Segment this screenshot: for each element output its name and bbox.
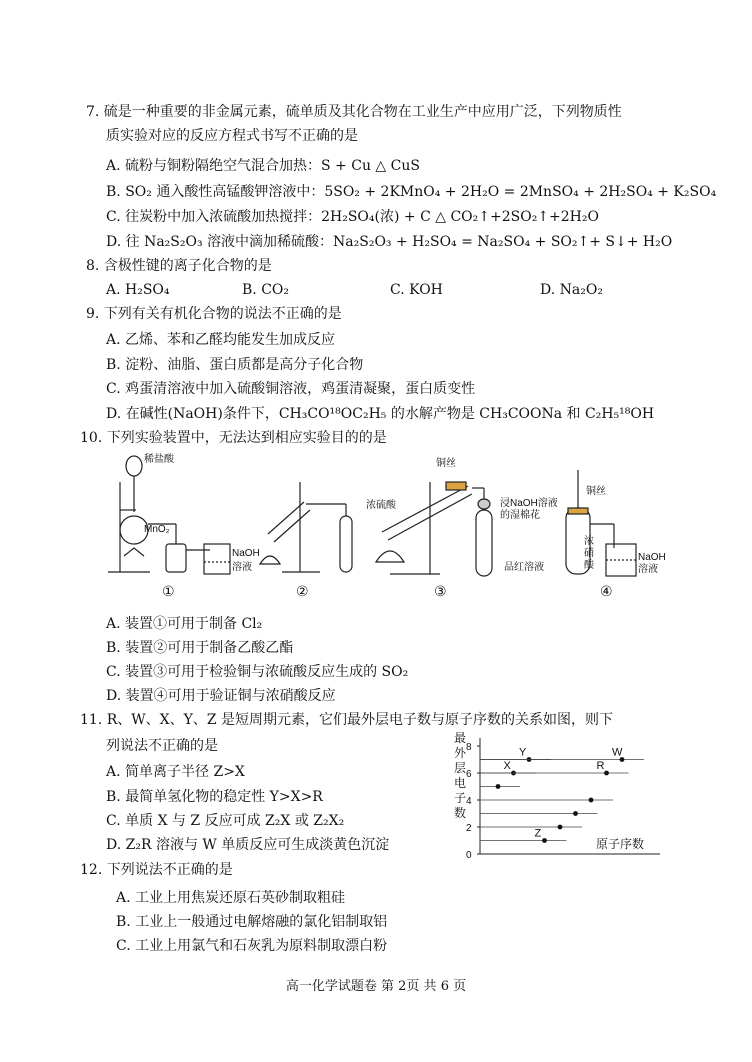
q11-option-c: C. 单质 X 与 Z 反应可成 Z₂X 或 Z₂X₂ xyxy=(106,813,345,829)
q10-option-b: B. 装置②可用于制备乙酸乙酯 xyxy=(106,640,294,656)
data-point xyxy=(604,771,609,776)
q12-stem: 12. 下列说法不正确的是 xyxy=(80,862,233,878)
q12-option-c: C. 工业上用氯气和石灰乳为原料制取漂白粉 xyxy=(116,938,388,954)
data-point xyxy=(496,784,501,789)
q9-option-a: A. 乙烯、苯和乙醛均能发生加成反应 xyxy=(106,332,336,348)
q8-option-c: C. KOH xyxy=(390,282,443,298)
y-tick-label: 4 xyxy=(466,796,472,807)
y-tick-label: 6 xyxy=(466,769,472,780)
data-point xyxy=(589,798,594,803)
q11-option-a: A. 简单离子半径 Z>X xyxy=(106,764,245,780)
ylabel-char: 最 xyxy=(454,731,467,745)
q7-option-d: D. 往 Na₂S₂O₃ 溶液中滴加稀硫酸：Na₂S₂O₃ + H₂SO₄ = Na₂SO₄ + SO₂↑+ S↓+ H₂O xyxy=(106,234,673,250)
fig-label-hno3-c: 酸 xyxy=(584,560,594,571)
fig-label-cotton-1: 浸NaOH溶液 xyxy=(500,498,558,509)
ylabel-char: 层 xyxy=(454,761,467,775)
ylabel-char: 电 xyxy=(454,776,467,790)
fig-label-hcl: 稀盐酸 xyxy=(144,454,174,465)
point-label: Z xyxy=(534,827,542,840)
data-point xyxy=(573,811,578,816)
q10-option-c: C. 装置③可用于检验铜与浓硫酸反应生成的 SO₂ xyxy=(106,664,409,680)
fig-label-naoh4a: NaOH xyxy=(638,552,666,563)
fig-label-cotton-2: 的湿棉花 xyxy=(500,510,540,521)
q7-option-b: B. SO₂ 通入酸性高锰酸钾溶液中：5SO₂ + 2KMnO₄ + 2H₂O = 2MnSO₄ + 2H₂SO₄ + K₂SO₄ xyxy=(106,184,717,200)
q7-option-a: A. 硫粉与铜粉隔绝空气混合加热：S + Cu △ CuS xyxy=(106,158,420,174)
q11-option-b: B. 最简单氢化物的稳定性 Y>X>R xyxy=(106,789,323,805)
q11-stem-line1: 11. R、W、X、Y、Z 是短周期元素，它们最外层电子数与原子序数的关系如图，则下 xyxy=(80,712,614,728)
y-tick-label: 2 xyxy=(466,823,472,834)
q8-stem: 8. 含极性键的离子化合物的是 xyxy=(86,258,272,274)
fig-label-naoh1a: NaOH xyxy=(232,548,260,559)
fig-number-4: ④ xyxy=(600,583,613,599)
q11-scatter-chart xyxy=(448,730,668,862)
q10-option-a: A. 装置①可用于制备 Cl₂ xyxy=(106,616,263,632)
q11-stem-line2: 列说法不正确的是 xyxy=(106,738,218,754)
fig-number-2: ② xyxy=(296,583,309,599)
q12-option-a: A. 工业上用焦炭还原石英砂制取粗硅 xyxy=(116,890,346,906)
q9-option-b: B. 淀粉、油脂、蛋白质都是高分子化合物 xyxy=(106,357,364,373)
q9-stem: 9. 下列有关有机化合物的说法不正确的是 xyxy=(86,306,342,322)
data-point xyxy=(558,825,563,830)
ylabel-char: 数 xyxy=(454,806,467,820)
fig-label-pin-red: 品红溶液 xyxy=(504,562,544,573)
q9-option-d: D. 在碱性(NaOH)条件下，CH₃CO¹⁸OC₂H₅ 的水解产物是 CH₃COONa 和 C₂H₅¹⁸OH xyxy=(106,406,655,422)
q11-option-d: D. Z₂R 溶液与 W 单质反应可生成淡黄色沉淀 xyxy=(106,837,390,853)
ylabel-char: 外 xyxy=(454,746,467,760)
point-label: W xyxy=(612,746,623,759)
point-label: X xyxy=(503,760,511,772)
q8-option-a: A. H₂SO₄ xyxy=(106,282,170,298)
fig-label-naoh4b: 溶液 xyxy=(638,564,658,575)
fig-label-mno2: MnO₂ xyxy=(144,524,170,535)
ylabel-char: 子 xyxy=(454,791,467,805)
data-point xyxy=(542,838,547,843)
q8-option-b: B. CO₂ xyxy=(242,282,289,298)
fig-label-conc-h2so4: 浓硫酸 xyxy=(366,500,396,511)
q7-stem-line1: 7. 硫是一种重要的非金属元素，硫单质及其化合物在工业生产中应用广泛，下列物质性 xyxy=(86,104,622,120)
q7-option-c: C. 往炭粉中加入浓硫酸加热搅拌：2H₂SO₄(浓) + C △ CO₂↑+2SO₂↑+2H₂O xyxy=(106,209,599,225)
point-label: R xyxy=(596,760,605,772)
fig-label-cu-wire-3: 铜丝 xyxy=(436,458,456,469)
q8-option-d: D. Na₂O₂ xyxy=(540,282,603,298)
q12-option-b: B. 工业上一般通过电解熔融的氯化铝制取铝 xyxy=(116,914,388,930)
q10-option-d: D. 装置④可用于验证铜与浓硝酸反应 xyxy=(106,688,336,704)
y-tick-label: 8 xyxy=(466,742,472,753)
q9-option-c: C. 鸡蛋清溶液中加入硫酸铜溶液，鸡蛋清凝聚，蛋白质变性 xyxy=(106,381,476,397)
fig-label-hno3-b: 硝 xyxy=(584,548,594,559)
fig-number-3: ③ xyxy=(434,583,447,599)
fig-label-cu-wire-4: 铜丝 xyxy=(586,486,606,497)
point-label: Y xyxy=(519,746,527,759)
y-tick-label: 0 xyxy=(466,850,472,861)
fig-number-1: ① xyxy=(162,583,175,599)
fig-label-hno3-a: 浓 xyxy=(584,536,594,547)
q10-stem: 10. 下列实验装置中，无法达到相应实验目的的是 xyxy=(80,430,387,446)
fig-label-naoh1b: 溶液 xyxy=(232,562,252,573)
q7-stem-line2: 质实验对应的反应方程式书写不正确的是 xyxy=(106,128,358,144)
x-axis-label: 原子序数 xyxy=(596,837,645,851)
page-footer: 高一化学试题卷 第 2页 共 6 页 xyxy=(285,979,467,994)
q10-apparatus-figure xyxy=(100,452,680,602)
